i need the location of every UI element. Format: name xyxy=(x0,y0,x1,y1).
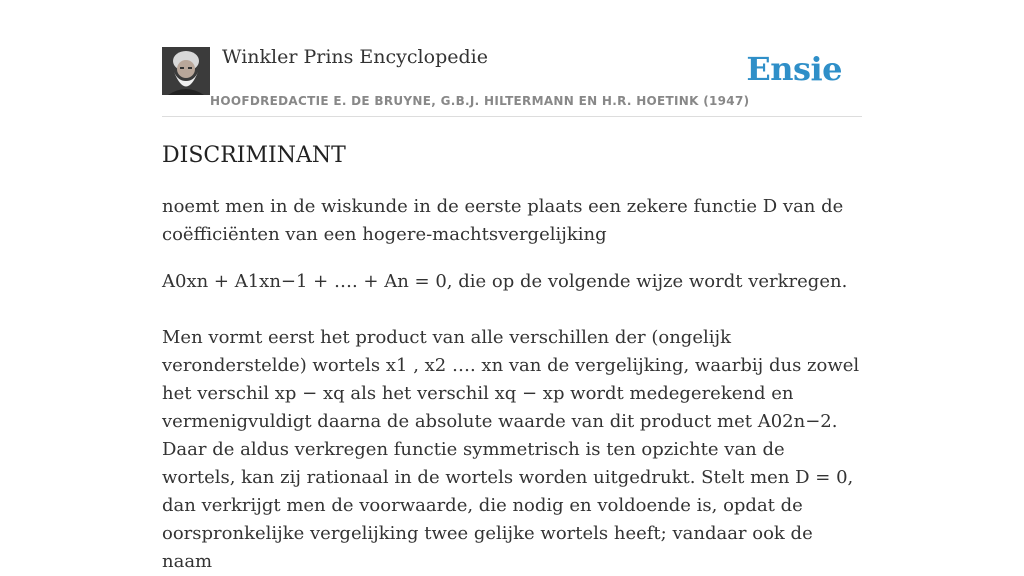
article-paragraph-3: Men vormt eerst het product van alle verschillen der (ongelijk veronderstelde) wortels x1 , x2 …. xn van de vergelijking, waarbij dus zowel het verschil xp − xq als het verschil xq − xp wordt medegerekend en vermenigvuldigt daarna de absolute waarde van dit product met A02n−2. Daar de aldus verkregen functie symmetrisch is ten opzichte van de wortels, kan zij rationaal in de wortels worden uitgedrukt. Stelt men D = 0, dan verkrijgt men de voorwaarde, die nodig en voldoende is, opdat de oorspronkelijke vergelijking twee gelijke wortels heeft; vandaar ook de naam xyxy=(162,327,860,572)
author-avatar[interactable] xyxy=(162,47,210,95)
article-container xyxy=(162,0,862,576)
article-title: DISCRIMINANT xyxy=(162,143,346,168)
site-title[interactable]: Winkler Prins Encyclopedie xyxy=(222,46,488,68)
header xyxy=(162,0,862,117)
editors-line: HOOFDREDACTIE E. DE BRUYNE, G.B.J. HILTERMANN EN H.R. HOETINK (1947) xyxy=(210,94,750,108)
brand-logo-link[interactable]: Ensie xyxy=(746,50,842,88)
article-paragraph-2: A0xn + A1xn−1 + …. + An = 0, die op de volgende wijze wordt verkregen. xyxy=(162,271,848,292)
bearded-man-portrait-icon xyxy=(162,47,210,95)
article-paragraph-1: noemt men in de wiskunde in de eerste plaats een zekere functie D van de coëfficiënten van een hogere-machtsvergelijking xyxy=(162,196,844,245)
